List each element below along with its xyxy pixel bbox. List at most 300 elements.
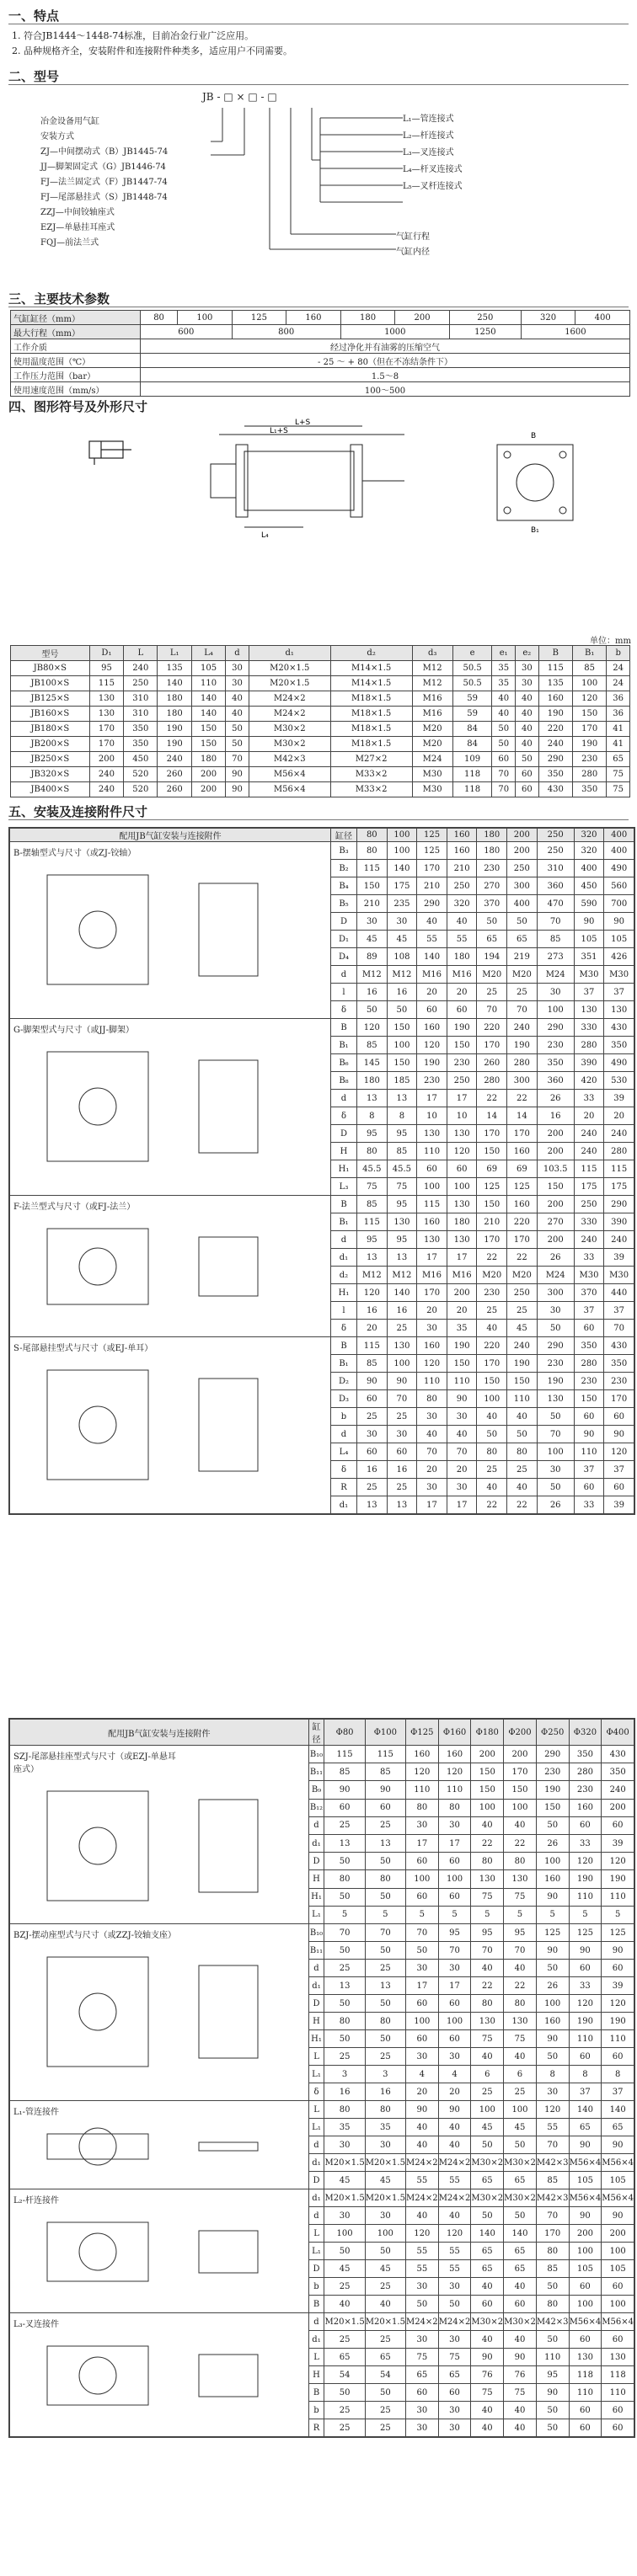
acc-cell: D₁ <box>331 931 357 948</box>
acc-group-drawing <box>13 858 300 1001</box>
dims-cell: 240 <box>89 767 123 782</box>
acc-cell: 50 <box>365 1942 405 1960</box>
acc-cell: M56×4 <box>602 2154 634 2172</box>
acc-cell: l <box>331 1302 357 1320</box>
dims-cell: 180 <box>158 707 191 722</box>
acc-cell: 170 <box>504 1763 537 1781</box>
acc-cell: 60 <box>602 2331 634 2349</box>
acc-cell: 69 <box>507 1160 538 1178</box>
acc-cell: 5 <box>365 1906 405 1923</box>
dims-cell: 40 <box>492 691 516 707</box>
acc-cell: 30 <box>405 2402 438 2419</box>
acc-cell: 35 <box>324 2119 365 2136</box>
acc-cell: 100 <box>387 1355 417 1373</box>
acc-cell: 170 <box>417 860 447 877</box>
acc-cell: 700 <box>604 895 634 913</box>
acc-cell: 40 <box>477 1408 507 1426</box>
acc-cell: M12 <box>387 966 417 984</box>
acc-cell: 30 <box>405 2278 438 2296</box>
acc-bore: Φ100 <box>365 1720 405 1746</box>
acc-cell: d₁ <box>331 1249 357 1267</box>
acc-cell: 5 <box>471 1906 504 1923</box>
acc-cell: M30×2 <box>504 2154 537 2172</box>
acc-cell: 190 <box>507 1355 538 1373</box>
acc-cell: 60 <box>357 1443 388 1461</box>
acc-cell: 194 <box>477 948 507 966</box>
acc-cell: 30 <box>438 1960 471 1977</box>
acc-cell: 190 <box>447 1337 477 1355</box>
acc-cell: 50 <box>324 1995 365 2013</box>
acc-cell: 30 <box>365 2207 405 2225</box>
acc-cell: 145 <box>357 1054 388 1072</box>
acc-cell: 170 <box>477 1125 507 1143</box>
model-right-label: L₂—杆连接式 <box>403 131 454 141</box>
acc-cell: 89 <box>357 948 388 966</box>
acc-cell: 90 <box>365 1781 405 1799</box>
acc-cell: 100 <box>569 2243 602 2260</box>
acc-cell: 90 <box>536 1942 569 1960</box>
acc-cell: 69 <box>477 1160 507 1178</box>
acc-cell: 140 <box>504 2225 537 2243</box>
acc-cell: 30 <box>405 2419 438 2437</box>
acc-cell: 20 <box>447 1461 477 1479</box>
dims-cell: 150 <box>191 737 225 752</box>
acc-cell: 390 <box>604 1213 634 1231</box>
dims-cell: 290 <box>538 752 572 767</box>
acc-cell: 85 <box>536 2172 569 2189</box>
params-cell: 1600 <box>521 325 629 339</box>
acc-cell: 60 <box>604 1479 634 1496</box>
acc-cell: b <box>308 2278 324 2296</box>
acc-cell: 95 <box>357 1125 388 1143</box>
acc-cell: 280 <box>574 1355 604 1373</box>
feature-1: 1. 符合JB1444～1448-74标准，目前冶金行业广泛应用。 <box>12 30 254 41</box>
acc-cell: 60 <box>405 1888 438 1906</box>
acc-cell: B₁ <box>331 1213 357 1231</box>
dims-cell: 170 <box>572 722 606 737</box>
acc-cell: 55 <box>405 2172 438 2189</box>
acc-cell: 118 <box>569 2366 602 2384</box>
acc-cell: M56×4 <box>569 2189 602 2207</box>
acc-cell: 110 <box>569 2030 602 2048</box>
dims-cell: 350 <box>124 737 158 752</box>
acc-cell: 75 <box>471 2384 504 2402</box>
acc-cell: 160 <box>438 1746 471 1763</box>
acc-cell: d₂ <box>331 1267 357 1284</box>
dims-cell: 310 <box>124 691 158 707</box>
dims-cell: M12 <box>412 676 452 691</box>
acc-cell: 95 <box>536 2366 569 2384</box>
acc-cell: 30 <box>417 1479 447 1496</box>
dims-cell: JB80×S <box>11 661 90 676</box>
acc-cell: 5 <box>438 1906 471 1923</box>
acc-cell: 25 <box>324 1816 365 1834</box>
acc-cell: 80 <box>357 1143 388 1160</box>
acc-cell: M24×2 <box>438 2189 471 2207</box>
acc-cell: 50 <box>324 2243 365 2260</box>
acc-cell: 300 <box>507 877 538 895</box>
svg-text:B₁: B₁ <box>531 526 539 535</box>
acc-cell: M30 <box>604 1267 634 1284</box>
acc-cell: 105 <box>602 2172 634 2189</box>
acc-cell: 150 <box>574 1390 604 1408</box>
acc-cell: 190 <box>417 1054 447 1072</box>
acc-group-drawing <box>13 2329 300 2422</box>
dims-cell: 180 <box>191 752 225 767</box>
acc-cell: 210 <box>447 860 477 877</box>
acc-cell: 25 <box>365 2331 405 2349</box>
acc-cell: B <box>308 2296 324 2313</box>
acc-cell: 103.5 <box>537 1160 574 1178</box>
acc-cell: 150 <box>477 1196 507 1213</box>
acc-cell: 130 <box>504 2013 537 2030</box>
acc-cell: 17 <box>438 1977 471 1995</box>
acc-cell: 95 <box>504 1924 537 1942</box>
acc-cell: B <box>308 2384 324 2402</box>
acc-cell: 25 <box>507 1302 538 1320</box>
accessory-table-1 <box>9 828 634 1514</box>
acc-cell: 60 <box>569 2402 602 2419</box>
acc-cell: 33 <box>574 1249 604 1267</box>
acc-cell: D <box>308 2172 324 2189</box>
acc-cell: 20 <box>417 984 447 1001</box>
params-cell: 600 <box>141 325 233 339</box>
divider <box>8 819 629 820</box>
dims-cell: 310 <box>124 707 158 722</box>
acc-cell: 25 <box>477 984 507 1001</box>
acc-cell: 110 <box>438 1781 471 1799</box>
acc-cell: 120 <box>357 1019 388 1037</box>
acc-cell: M56×4 <box>569 2154 602 2172</box>
acc-cell: 100 <box>602 2243 634 2260</box>
acc-cell: 240 <box>574 1231 604 1249</box>
acc-cell: 40 <box>471 2278 504 2296</box>
dims-cell: 240 <box>89 782 123 797</box>
acc-cell: 45 <box>507 1320 538 1337</box>
acc-cell: 10 <box>417 1107 447 1125</box>
acc-cell: 22 <box>504 1977 537 1995</box>
acc-cell: 190 <box>507 1037 538 1054</box>
acc-cell: 50 <box>324 1942 365 1960</box>
dims-cell: 50 <box>492 722 516 737</box>
dims-cell: 260 <box>158 782 191 797</box>
acc-cell: δ <box>331 1107 357 1125</box>
acc-cell: 40 <box>438 2207 471 2225</box>
acc-cell: 130 <box>387 1213 417 1231</box>
acc-cell: D <box>331 913 357 931</box>
dims-cell: 90 <box>226 782 249 797</box>
acc-cell: 26 <box>537 1496 574 1514</box>
dims-cell: 140 <box>191 707 225 722</box>
acc-cell: 150 <box>447 1037 477 1054</box>
acc-cell: D <box>308 1995 324 2013</box>
accessory-block-1 <box>8 827 635 1515</box>
acc-cell: 190 <box>602 2013 634 2030</box>
dims-cell: 85 <box>572 661 606 676</box>
acc-cell: M24×2 <box>438 2313 471 2331</box>
acc-cell: 25 <box>477 1461 507 1479</box>
acc-cell: 20 <box>604 1107 634 1125</box>
acc-cell: 95 <box>357 1231 388 1249</box>
acc-cell: M12 <box>357 966 388 984</box>
dims-cell: 200 <box>191 767 225 782</box>
acc-cell: 125 <box>536 1924 569 1942</box>
acc-cell: 180 <box>447 1213 477 1231</box>
acc-cell: 90 <box>536 1888 569 1906</box>
dims-cell: 450 <box>124 752 158 767</box>
acc-cell: 5 <box>405 1906 438 1923</box>
acc-cell: 130 <box>417 1125 447 1143</box>
acc-group-cell <box>10 2101 309 2189</box>
acc-cell: 50 <box>324 2030 365 2048</box>
acc-cell: 175 <box>574 1178 604 1196</box>
acc-cell: δ <box>308 2083 324 2101</box>
acc-cell: 150 <box>387 1019 417 1037</box>
accessory-table-2 <box>9 1719 634 2437</box>
dims-cell: 135 <box>538 676 572 691</box>
dims-cell: M24×2 <box>249 707 330 722</box>
acc-cell: 430 <box>604 1019 634 1037</box>
acc-cell: 50 <box>504 2207 537 2225</box>
acc-cell: M42×3 <box>536 2154 569 2172</box>
dims-cell: M30 <box>412 767 452 782</box>
acc-cell: 37 <box>574 1302 604 1320</box>
acc-cell: 110 <box>536 2349 569 2366</box>
acc-cell: 490 <box>604 860 634 877</box>
acc-cell: 50 <box>536 1960 569 1977</box>
acc-cell: M16 <box>447 1267 477 1284</box>
acc-cell: 16 <box>324 2083 365 2101</box>
acc-cell: 110 <box>602 2030 634 2048</box>
acc-cell: 100 <box>602 2296 634 2313</box>
acc-cell: 75 <box>405 2349 438 2366</box>
acc-cell: 54 <box>365 2366 405 2384</box>
dims-cell: 140 <box>158 676 191 691</box>
acc-cell: 60 <box>602 1816 634 1834</box>
dims-cell: 50.5 <box>452 676 492 691</box>
acc-cell: d <box>331 1090 357 1107</box>
acc-cell: 60 <box>438 1888 471 1906</box>
dims-header: D₁ <box>89 646 123 661</box>
dims-cell: 350 <box>538 767 572 782</box>
acc-cell: 351 <box>574 948 604 966</box>
params-row <box>11 354 630 368</box>
dims-cell: 35 <box>492 661 516 676</box>
acc-cell: 50 <box>324 1853 365 1870</box>
acc-cell: 85 <box>365 1763 405 1781</box>
dims-cell: 90 <box>226 767 249 782</box>
dims-cell: 50 <box>516 752 539 767</box>
acc-cell: 270 <box>537 1213 574 1231</box>
acc-header-bore: 缸径 <box>331 829 357 842</box>
acc-cell: 40 <box>417 913 447 931</box>
acc-cell: M30 <box>604 966 634 984</box>
acc-cell: 30 <box>438 1816 471 1834</box>
acc-cell: 17 <box>438 1834 471 1852</box>
table-row <box>11 661 630 676</box>
acc-cell: 200 <box>447 1284 477 1302</box>
dims-cell: 50 <box>492 737 516 752</box>
acc-cell: 160 <box>507 1196 538 1213</box>
acc-cell: 40 <box>438 2119 471 2136</box>
acc-cell: 90 <box>574 913 604 931</box>
acc-cell: 160 <box>417 1213 447 1231</box>
params-cell: 800 <box>232 325 340 339</box>
acc-cell: 80 <box>365 2101 405 2119</box>
acc-cell: 40 <box>447 1426 477 1443</box>
acc-cell: 14 <box>507 1107 538 1125</box>
acc-cell: M20 <box>507 1267 538 1284</box>
acc-cell: 230 <box>537 1355 574 1373</box>
dims-cell: M14×1.5 <box>330 661 412 676</box>
section-features-title: 一、特点 <box>8 8 60 24</box>
acc-cell: 100 <box>438 1870 471 1888</box>
params-row-label: 最大行程（mm） <box>11 325 141 339</box>
cylinder-outline-drawing <box>194 418 413 544</box>
acc-cell: 30 <box>365 2136 405 2154</box>
acc-cell: 115 <box>357 860 388 877</box>
dims-cell: 105 <box>191 661 225 676</box>
acc-cell: 50 <box>438 2296 471 2313</box>
acc-cell: 54 <box>324 2366 365 2384</box>
acc-cell: 39 <box>602 1834 634 1852</box>
acc-group-drawing <box>13 2205 300 2298</box>
acc-cell: 25 <box>357 1408 388 1426</box>
acc-cell: M20×1.5 <box>324 2189 365 2207</box>
acc-cell: 16 <box>387 1302 417 1320</box>
acc-cell: 40 <box>471 2402 504 2419</box>
dims-cell: 50.5 <box>452 661 492 676</box>
acc-group-title: SZJ-尾部悬挂座型式与尺寸（或EZJ-单悬耳座式） <box>13 1752 176 1774</box>
acc-cell: d₁ <box>308 2189 324 2207</box>
acc-cell: 45 <box>365 2172 405 2189</box>
model-left-label: 冶金设备用气缸 <box>40 117 99 126</box>
acc-cell: 4 <box>405 2066 438 2083</box>
acc-cell: d₁ <box>308 1977 324 1995</box>
acc-cell: 40 <box>471 2048 504 2066</box>
acc-cell: 120 <box>438 2225 471 2243</box>
dims-cell: 520 <box>124 767 158 782</box>
dims-cell: 520 <box>124 782 158 797</box>
acc-cell: 35 <box>365 2119 405 2136</box>
params-row <box>11 311 630 325</box>
acc-cell: 400 <box>574 860 604 877</box>
acc-cell: 17 <box>447 1090 477 1107</box>
acc-cell: 190 <box>537 1373 574 1390</box>
acc-cell: 370 <box>574 1284 604 1302</box>
dims-cell: M18×1.5 <box>330 707 412 722</box>
acc-cell: 160 <box>507 1143 538 1160</box>
acc-cell: b <box>331 1408 357 1426</box>
acc-cell: 3 <box>324 2066 365 2083</box>
acc-cell: 130 <box>447 1196 477 1213</box>
dims-cell: 130 <box>89 707 123 722</box>
acc-cell: 370 <box>477 895 507 913</box>
acc-cell: 13 <box>387 1249 417 1267</box>
acc-cell: 320 <box>447 895 477 913</box>
acc-cell: M20×1.5 <box>365 2154 405 2172</box>
acc-cell: 16 <box>537 1107 574 1125</box>
section-params-title: 三、主要技术参数 <box>8 291 110 307</box>
acc-cell: M24×2 <box>405 2189 438 2207</box>
acc-cell: R <box>331 1479 357 1496</box>
dims-cell: M30×2 <box>249 737 330 752</box>
acc-cell: 10 <box>447 1107 477 1125</box>
acc-cell: 90 <box>574 1426 604 1443</box>
acc-group-drawing <box>13 2117 300 2176</box>
acc-cell: 25 <box>387 1320 417 1337</box>
acc-cell: 80 <box>536 2296 569 2313</box>
divider <box>8 84 629 85</box>
acc-cell: 430 <box>604 1337 634 1355</box>
acc-cell: 30 <box>438 2331 471 2349</box>
acc-cell: M42×3 <box>536 2189 569 2207</box>
acc-cell: 170 <box>507 1125 538 1143</box>
dims-cell: 41 <box>607 737 630 752</box>
acc-cell: D₄ <box>331 948 357 966</box>
acc-cell: 50 <box>365 2030 405 2048</box>
acc-cell: 25 <box>365 1816 405 1834</box>
acc-cell: 90 <box>324 1781 365 1799</box>
acc-bore: 125 <box>417 829 447 842</box>
acc-cell: 20 <box>447 1302 477 1320</box>
dims-cell: 70 <box>226 752 249 767</box>
model-right-labels <box>403 111 538 195</box>
dims-cell: 59 <box>452 691 492 707</box>
acc-cell: 350 <box>604 1037 634 1054</box>
acc-cell: 60 <box>574 1408 604 1426</box>
acc-cell: 200 <box>504 1746 537 1763</box>
acc-cell: 50 <box>537 1479 574 1496</box>
acc-header-label: 配用JB气缸安装与连接附件 <box>10 829 331 842</box>
dimension-table <box>10 645 630 797</box>
acc-cell: M16 <box>417 1267 447 1284</box>
acc-cell: 70 <box>537 913 574 931</box>
acc-cell: 240 <box>507 1337 538 1355</box>
acc-cell: 150 <box>507 1373 538 1390</box>
acc-cell: 160 <box>405 1746 438 1763</box>
table-row <box>10 2313 634 2331</box>
acc-cell: 100 <box>417 1178 447 1196</box>
acc-cell: 80 <box>507 1443 538 1461</box>
params-cell: 100 <box>178 311 233 325</box>
acc-cell: 115 <box>604 1160 634 1178</box>
acc-cell: 30 <box>417 1320 447 1337</box>
acc-cell: B₁₀ <box>308 1746 324 1763</box>
acc-cell: 400 <box>604 842 634 860</box>
acc-cell: 65 <box>471 2243 504 2260</box>
acc-cell: 130 <box>447 1231 477 1249</box>
acc-cell: 60 <box>471 2296 504 2313</box>
acc-cell: 95 <box>387 1231 417 1249</box>
acc-header-row <box>10 829 634 842</box>
acc-cell: 30 <box>438 2278 471 2296</box>
acc-cell: 3 <box>365 2066 405 2083</box>
acc-cell: 30 <box>417 1408 447 1426</box>
acc-cell: 13 <box>324 1834 365 1852</box>
acc-cell: 130 <box>602 2349 634 2366</box>
acc-cell: M30 <box>574 1267 604 1284</box>
acc-cell: 75 <box>471 1888 504 1906</box>
dims-cell: 40 <box>516 691 539 707</box>
acc-group-title: G-脚架型式与尺寸（或JJ-脚架） <box>13 1026 134 1035</box>
acc-cell: B₁₂ <box>308 1799 324 1816</box>
acc-cell: 17 <box>417 1090 447 1107</box>
dims-cell: 190 <box>538 707 572 722</box>
acc-cell: L₁ <box>308 2066 324 2083</box>
acc-cell: 130 <box>574 1001 604 1019</box>
table-row <box>11 737 630 752</box>
